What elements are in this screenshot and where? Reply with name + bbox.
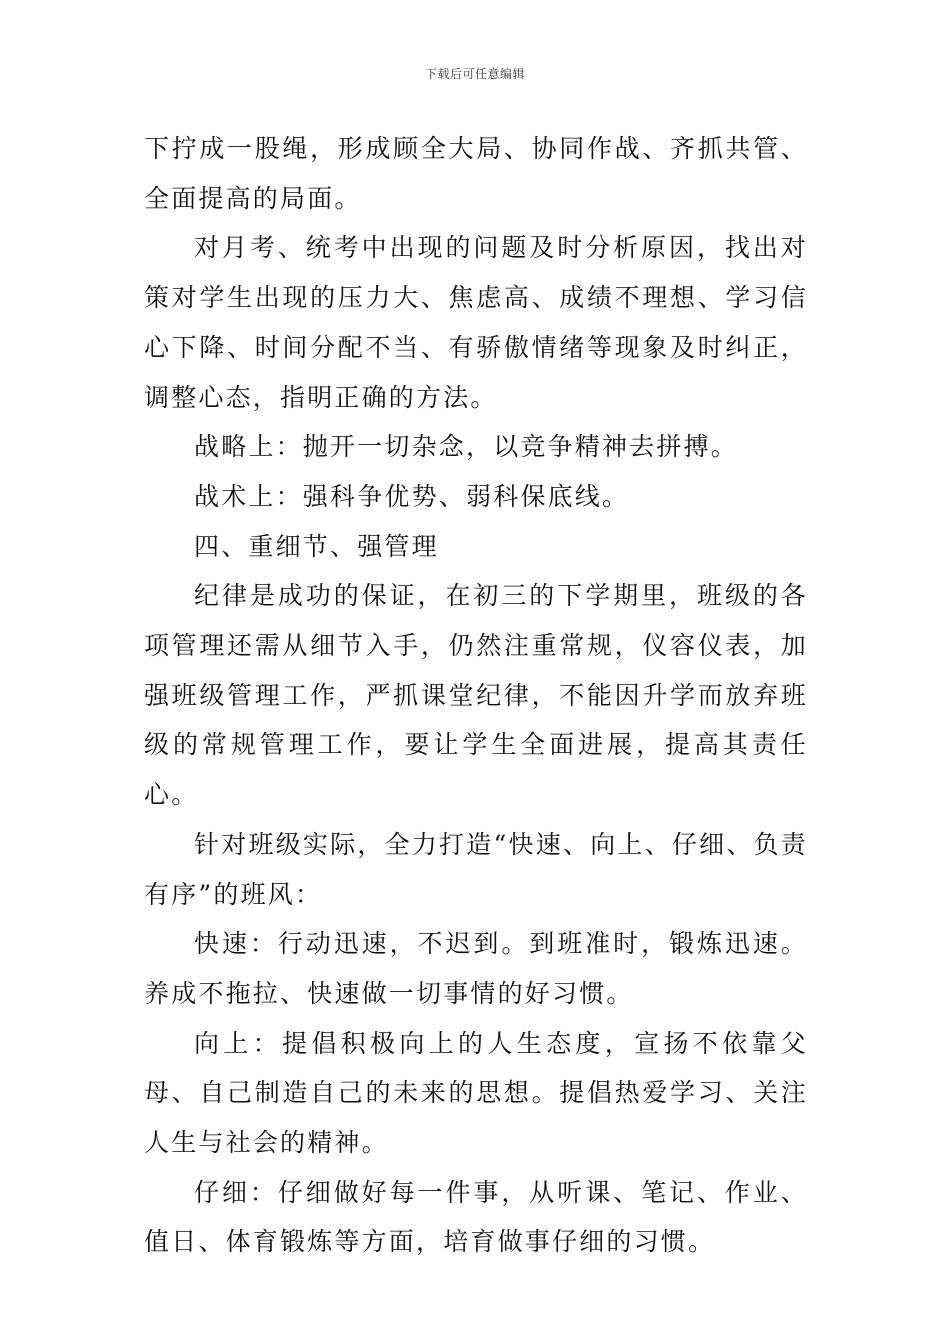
paragraph-class-style: 针对班级实际，全力打造“快速、向上、仔细、负责有序”的班风： [144, 829, 808, 909]
paragraph-tactics: 战术上：强科争优势、弱科保底线。 [194, 481, 630, 511]
section-heading: 四、重细节、强管理 [194, 531, 439, 561]
paragraph-fast: 快速：行动迅速，不迟到。到班准时，锻炼迅速。养成不拖拉、快速做一切事情的好习惯。 [144, 929, 808, 1008]
paragraph-strategy: 战略上：抛开一切杂念，以竞争精神去拼搏。 [194, 432, 739, 462]
document-body [144, 124, 808, 1267]
paragraph-continuation: 下拧成一股绳，形成顾全大局、协同作战、齐抓共管、全面提高的局面。 [144, 134, 808, 213]
header-note: 下载后可任意编辑 [424, 67, 525, 81]
paragraph-upward: 向上：提倡积极向上的人生态度，宣扬不依靠父母、自己制造自己的未来的思想。提倡热爱学习、关注人生与社会的精神。 [144, 1028, 808, 1158]
paragraph-exam-analysis: 对月考、统考中出现的问题及时分析原因，找出对策对学生出现的压力大、焦虑高、成绩不理想、学习信心下降、时间分配不当、有骄傲情绪等现象及时纠正，调整心态，指明正确的方法。 [144, 233, 808, 412]
paragraph-careful: 仔细：仔细做好每一件事，从听课、笔记、作业、值日、体育锻炼等方面，培育做事仔细的习惯。 [144, 1177, 808, 1257]
paragraph-discipline: 纪律是成功的保证，在初三的下学期里，班级的各项管理还需从细节入手，仍然注重常规，仪容仪表，加强班级管理工作，严抓课堂纪律，不能因升学而放弃班级的常规管理工作，要让学生全面进展，提高其责任心。 [144, 581, 808, 810]
